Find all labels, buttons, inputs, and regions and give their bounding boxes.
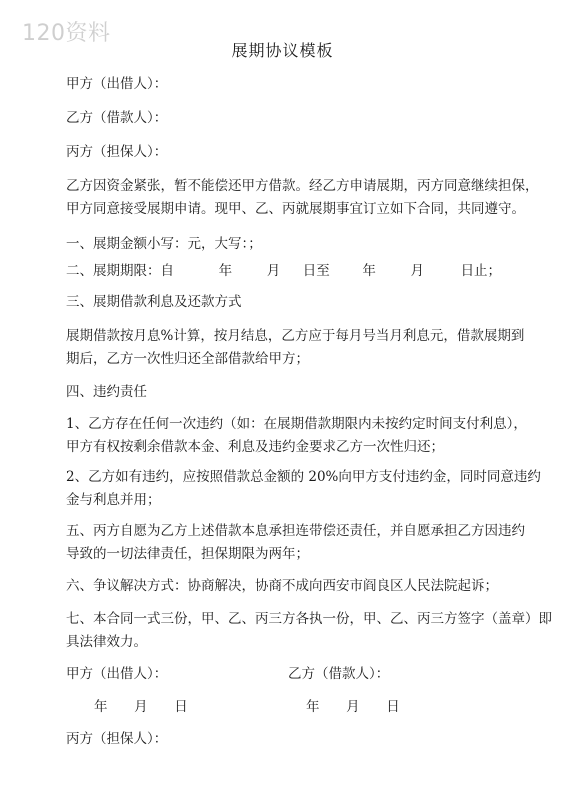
lender-date-year: 年	[94, 699, 108, 715]
lender-date-month: 月	[134, 699, 148, 715]
clause-guarantee-line-1: 五、丙方自愿为乙方上述借款本息承担连带偿还责任，并自愿承担乙方因违约	[66, 523, 525, 539]
borrower-date-day: 日	[386, 699, 400, 715]
lender-date-day: 日	[174, 699, 188, 715]
clause-term-month2: 月	[410, 263, 424, 279]
clause-guarantee-line-2: 导致的一切法律责任，担保期限为两年；	[66, 546, 309, 562]
clause-breach-1-line-1: 1、乙方存在任何一次违约（如：在展期借款期限内未按约定时间支付利息），	[66, 416, 527, 432]
borrower-date-year: 年	[306, 699, 320, 715]
clause-term-day-to: 日至	[302, 263, 330, 279]
party-borrower: 乙方（借款人）：	[66, 110, 168, 126]
clause-term-year2: 年	[362, 263, 376, 279]
clause-breach-1-line-2: 甲方有权按剩余借款本金、利息及违约金要求乙方一次性归还；	[66, 439, 444, 455]
clause-interest-line-2: 期后，乙方一次性归还全部借款给甲方；	[66, 351, 309, 367]
watermark-logo: 120资料	[22, 21, 111, 46]
document-title: 展期协议模板	[231, 41, 334, 60]
clause-term-year1: 年	[218, 263, 233, 279]
clause-copies-line-1: 七、本合同一式三份，甲、乙、丙三方各执一份，甲、乙、丙三方签字（盖章）即	[66, 611, 552, 627]
clause-breach-2-line-2: 金与利息并用；	[66, 492, 161, 508]
clause-term-label: 二、展期期限：自	[66, 263, 174, 279]
clause-breach-title: 四、违约责任	[66, 384, 147, 400]
clause-amount: 一、展期金额小写：元，大写：；	[66, 236, 262, 252]
intro-line-2: 甲方同意接受展期申请。现甲、乙、丙就展期事宜订立如下合同，共同遵守。	[66, 201, 525, 217]
clause-term-day-end: 日止；	[460, 263, 502, 279]
clause-interest-title: 三、展期借款利息及还款方式	[66, 294, 242, 310]
clause-breach-2-line-1: 2、乙方如有违约，应按照借款总金额的 20%向甲方支付违约金，同时同意违约	[66, 469, 541, 485]
signature-borrower: 乙方（借款人）：	[288, 666, 390, 682]
signature-guarantor: 丙方（担保人）：	[66, 731, 168, 747]
signature-lender: 甲方（出借人）：	[66, 666, 168, 682]
clause-term	[66, 261, 502, 281]
borrower-date-month: 月	[346, 699, 360, 715]
clause-term-month1: 月	[266, 263, 281, 279]
intro-line-1: 乙方因资金紧张，暂不能偿还甲方借款。经乙方申请展期，丙方同意继续担保，	[66, 178, 539, 194]
party-lender: 甲方（出借人）：	[66, 76, 168, 92]
signature-lender-date	[94, 697, 188, 717]
clause-interest-line-1: 展期借款按月息%计算，按月结息，乙方应于每月号当月利息元，借款展期到	[66, 328, 525, 344]
signature-borrower-date	[306, 697, 400, 717]
clause-copies-line-2: 具法律效力。	[66, 634, 147, 650]
clause-dispute: 六、争议解决方式：协商解决，协商不成向西安市阎良区人民法院起诉；	[66, 578, 498, 594]
party-guarantor: 丙方（担保人）：	[66, 144, 168, 160]
